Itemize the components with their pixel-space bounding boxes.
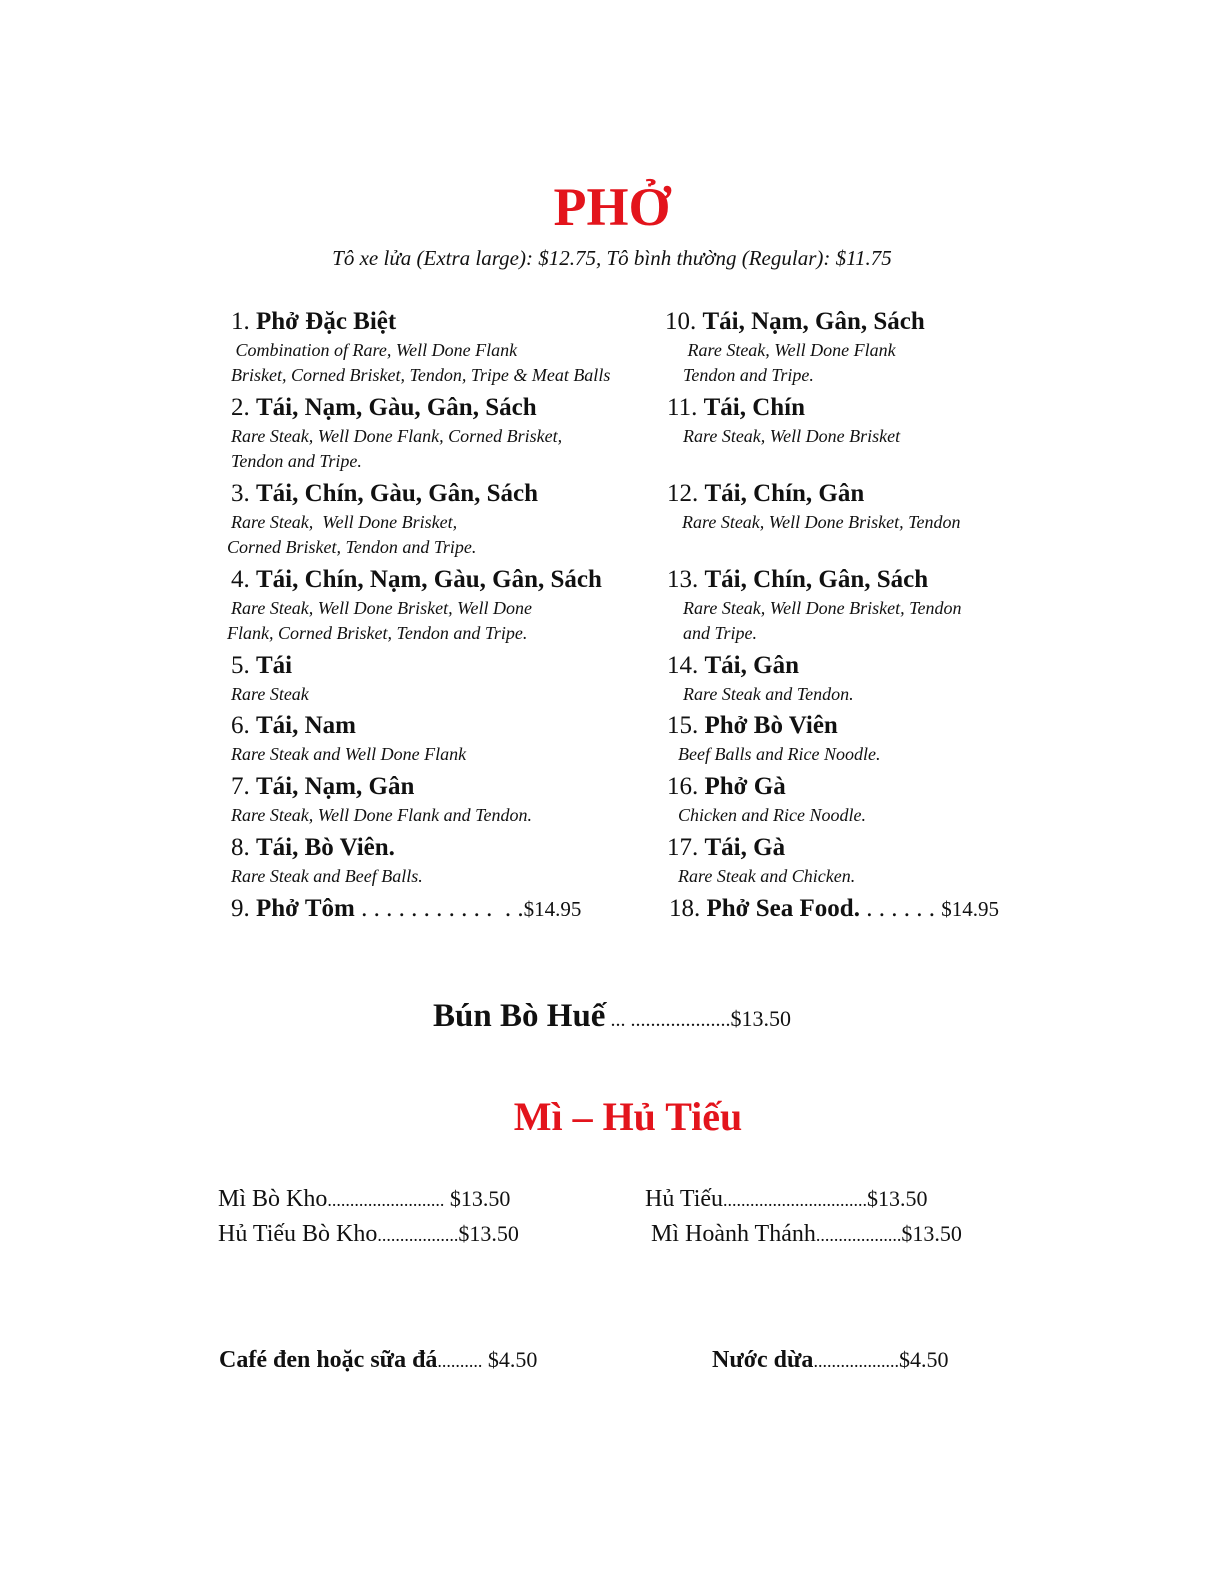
item-number: 14. bbox=[667, 652, 699, 679]
item-name: Tái, Gà bbox=[704, 834, 786, 861]
item-description: and Tripe. bbox=[683, 623, 758, 643]
menu-item bbox=[231, 650, 309, 707]
item-description: Rare Steak, Well Done Flank, Corned Brisket, bbox=[231, 426, 563, 446]
menu-item bbox=[667, 564, 961, 646]
item-name: Café đen hoặc sữa đá bbox=[219, 1347, 438, 1373]
menu-item-priced bbox=[231, 893, 581, 925]
menu-row bbox=[218, 1221, 519, 1248]
item-name: Bún Bò Huế bbox=[433, 998, 606, 1034]
item-name: Phở Đặc Biệt bbox=[256, 308, 397, 335]
item-description: Flank, Corned Brisket, Tendon and Tripe. bbox=[227, 623, 528, 643]
item-name: Phở Sea Food. bbox=[706, 895, 860, 922]
item-number: 9. bbox=[231, 895, 250, 922]
item-number: 5. bbox=[231, 652, 250, 679]
menu-item bbox=[227, 564, 602, 646]
item-number: 17. bbox=[667, 834, 699, 861]
dot-leader: .......................... bbox=[327, 1190, 445, 1210]
item-price: $4.50 bbox=[898, 1347, 949, 1372]
item-description: Rare Steak and Chicken. bbox=[678, 866, 856, 886]
item-number: 11. bbox=[667, 394, 698, 421]
item-description: Rare Steak bbox=[231, 684, 309, 704]
menu-row bbox=[645, 1186, 928, 1213]
item-description: Rare Steak and Well Done Flank bbox=[231, 744, 467, 764]
section-title-mi-hu-tieu: Mì – Hủ Tiếu bbox=[513, 1094, 743, 1139]
item-name: Mì Hoành Thánh bbox=[645, 1221, 816, 1247]
item-number: 8. bbox=[231, 834, 250, 861]
drink-row bbox=[219, 1347, 537, 1374]
item-number: 4. bbox=[231, 566, 250, 593]
item-number: 6. bbox=[231, 712, 250, 739]
item-price: $14.95 bbox=[941, 897, 999, 921]
pho-size-prices: Tô xe lửa (Extra large): $12.75, Tô bình thường (Regular): $11.75 bbox=[332, 246, 892, 270]
menu-item bbox=[231, 392, 562, 474]
item-name: Phở Bò Viên bbox=[704, 712, 838, 739]
item-description: Combination of Rare, Well Done Flank bbox=[231, 340, 518, 360]
item-price: $4.50 bbox=[482, 1347, 538, 1372]
item-number: 10. bbox=[665, 308, 697, 335]
item-number: 7. bbox=[231, 773, 250, 800]
item-name: Phở Gà bbox=[704, 773, 786, 800]
section-title-pho: PHỞ bbox=[553, 177, 671, 237]
menu-row bbox=[218, 1186, 510, 1213]
menu-item bbox=[667, 710, 880, 767]
item-number: 18. bbox=[669, 895, 701, 922]
menu-item bbox=[231, 306, 610, 388]
item-name: Hủ Tiếu bbox=[645, 1186, 724, 1212]
menu-item bbox=[227, 478, 539, 560]
item-name: Tái, Gân bbox=[704, 652, 799, 679]
menu-item bbox=[667, 832, 855, 889]
item-description: Rare Steak and Beef Balls. bbox=[231, 866, 423, 886]
item-name: Mì Bò Kho bbox=[218, 1186, 328, 1212]
menu-item bbox=[231, 710, 466, 767]
dot-leader: . . . . . . . . . . . . . bbox=[354, 895, 524, 922]
bun-bo-hue-line bbox=[0, 998, 1224, 1035]
item-description: Rare Steak, Well Done Brisket, Tendon bbox=[683, 598, 962, 618]
item-name: Tái, Chín, Nạm, Gàu, Gân, Sách bbox=[256, 566, 602, 593]
dot-leader: .......... bbox=[437, 1351, 483, 1371]
item-description: Rare Steak, Well Done Flank bbox=[683, 340, 896, 360]
item-price: $13.50 bbox=[458, 1221, 519, 1246]
item-name: Hủ Tiếu Bò Kho bbox=[218, 1221, 378, 1247]
menu-item bbox=[667, 771, 866, 828]
item-name: Tái, Nạm, Gân, Sách bbox=[702, 308, 925, 335]
item-number: 3. bbox=[231, 480, 250, 507]
item-price: $14.95 bbox=[523, 897, 582, 921]
item-name: Nước dừa bbox=[712, 1347, 814, 1373]
menu-item bbox=[665, 306, 925, 388]
dot-leader: ................... bbox=[815, 1225, 902, 1245]
item-price: $13.50 bbox=[867, 1186, 928, 1211]
item-description: Rare Steak, Well Done Brisket, Tendon bbox=[682, 512, 961, 532]
item-description: Rare Steak, Well Done Brisket, Well Done bbox=[231, 598, 532, 618]
menu-item bbox=[231, 832, 423, 889]
item-name: Tái, Chín, Gân, Sách bbox=[704, 566, 929, 593]
item-number: 15. bbox=[667, 712, 699, 739]
item-description: Rare Steak, Well Done Brisket, bbox=[231, 512, 458, 532]
dot-leader: ... .................... bbox=[605, 1009, 731, 1031]
drink-row bbox=[712, 1347, 948, 1374]
item-number: 12. bbox=[667, 480, 699, 507]
item-description: Tendon and Tripe. bbox=[683, 365, 814, 385]
menu-item bbox=[231, 771, 532, 828]
dot-leader: . . . . . . bbox=[859, 895, 935, 922]
item-description: Rare Steak, Well Done Brisket bbox=[683, 426, 901, 446]
item-name: Tái, Chín bbox=[703, 394, 806, 421]
item-number: 13. bbox=[667, 566, 699, 593]
item-price: $13.50 bbox=[444, 1186, 511, 1211]
item-description: Tendon and Tripe. bbox=[231, 451, 362, 471]
menu-item-priced bbox=[669, 893, 999, 925]
item-name: Tái, Nam bbox=[256, 712, 356, 739]
item-description: Chicken and Rice Noodle. bbox=[678, 805, 866, 825]
item-name: Tái, Nạm, Gân bbox=[256, 773, 415, 800]
menu-item bbox=[667, 478, 960, 535]
dot-leader: ................................ bbox=[723, 1190, 868, 1210]
item-number: 16. bbox=[667, 773, 699, 800]
item-number: 1. bbox=[231, 308, 250, 335]
item-description: Rare Steak and Tendon. bbox=[683, 684, 854, 704]
item-price: $13.50 bbox=[730, 1006, 791, 1031]
menu-item bbox=[667, 392, 900, 449]
item-description: Beef Balls and Rice Noodle. bbox=[678, 744, 881, 764]
item-name: Tái, Chín, Gân bbox=[704, 480, 865, 507]
dot-leader: .................. bbox=[377, 1225, 459, 1245]
item-name: Tái bbox=[256, 652, 293, 679]
item-description: Brisket, Corned Brisket, Tendon, Tripe & Meat Balls bbox=[231, 365, 611, 385]
item-name: Tái, Chín, Gàu, Gân, Sách bbox=[256, 480, 539, 507]
item-name: Tái, Bò Viên. bbox=[256, 834, 395, 861]
item-description: Rare Steak, Well Done Flank and Tendon. bbox=[231, 805, 532, 825]
item-name: Phở Tôm bbox=[256, 895, 355, 922]
item-price: $13.50 bbox=[901, 1221, 962, 1246]
item-name: Tái, Nạm, Gàu, Gân, Sách bbox=[256, 394, 537, 421]
menu-row bbox=[645, 1221, 962, 1248]
item-number: 2. bbox=[231, 394, 250, 421]
item-description: Corned Brisket, Tendon and Tripe. bbox=[227, 537, 477, 557]
menu-item bbox=[667, 650, 854, 707]
dot-leader: ................... bbox=[813, 1351, 899, 1371]
